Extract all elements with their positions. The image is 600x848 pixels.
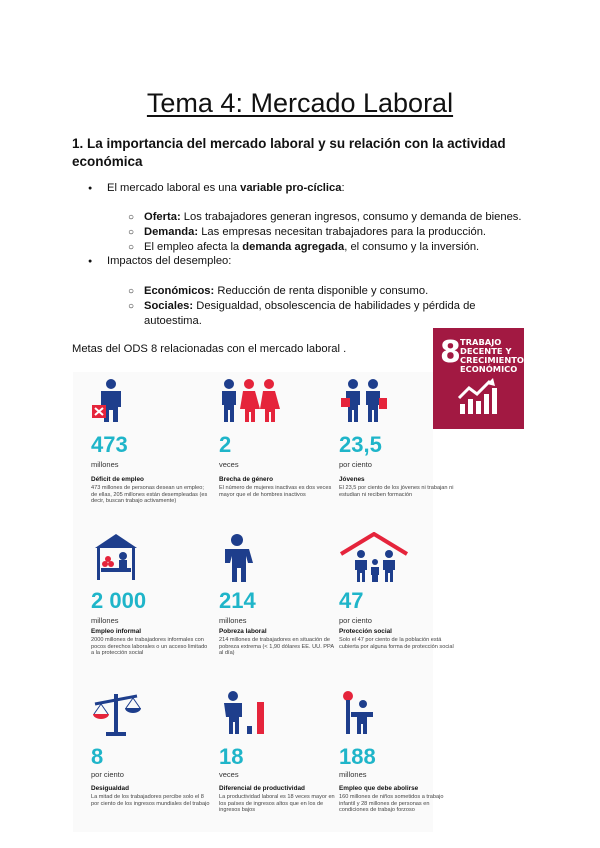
stat-description: 160 millones de niños sometidos a trabajo infantil y 28 millones de personas en condiciones de trabajo forzoso xyxy=(339,794,444,814)
sub-text: El empleo afecta la xyxy=(144,241,243,253)
stat-unit: millones xyxy=(91,616,119,625)
sub-text: , el consumo y la inversión. xyxy=(344,241,480,253)
stat-value: 47 xyxy=(339,588,364,613)
stat-value: 8 xyxy=(91,744,104,769)
sub-text: Las empresas necesitan trabajadores para la producción. xyxy=(198,226,487,238)
sub-bold: Demanda: xyxy=(144,226,199,238)
sub-bullet-sociales: ○ Sociales: Desigualdad, obsolescencia de habilidades y pérdida de xyxy=(128,300,476,312)
sdg-label: TRABAJO DECENTE Y CRECIMIENTO ECONÓMICO xyxy=(460,337,524,374)
balance-scale-icon xyxy=(91,690,141,736)
stat-description: La mitad de los trabajadores percibe solo el 8 por ciento de los ingresos mundiales del trabajo xyxy=(91,794,210,807)
stat-title: Brecha de género xyxy=(219,476,273,483)
stat-value: 2 000 xyxy=(91,588,147,613)
sub-bullet-empleo: ○ El empleo afecta la demanda agregada, el consumo y la inversión. xyxy=(128,241,480,253)
sdg8-badge xyxy=(433,328,524,429)
sub-bullet-oferta: ○ Oferta: Los trabajadores generan ingresos, consumo y demanda de bienes. xyxy=(128,211,522,223)
sub-bullet-economicos: ○ Económicos: Reducción de renta disponible y consumo. xyxy=(128,285,429,297)
stat-title: Pobreza laboral xyxy=(219,628,267,635)
stat-unit: millones xyxy=(91,460,119,469)
stat-description: 2000 millones de trabajadores informales con pocos derechos laborales o un acceso limitado a la protección social xyxy=(91,637,208,657)
productivity-icon xyxy=(219,690,269,736)
stat-title: Desigualdad xyxy=(91,785,129,792)
stat-unit: por ciento xyxy=(339,460,372,469)
bullet-procyclical xyxy=(92,182,345,194)
bullet-bold: variable pro-cíclica xyxy=(240,182,342,194)
metas-caption: Metas del ODS 8 relacionadas con el mercado laboral . xyxy=(72,343,347,355)
stat-unit: veces xyxy=(219,460,239,469)
stat-value: 2 xyxy=(219,432,232,457)
sdg-number: 8 xyxy=(440,335,461,370)
sub-text: Desigualdad, obsolescencia de habilidades y pérdida de xyxy=(193,300,476,312)
sub-text: Los trabajadores generan ingresos, consumo y demanda de bienes. xyxy=(180,211,522,223)
worker-x-icon xyxy=(91,378,131,424)
bullet-text: Impactos del desempleo: xyxy=(107,255,232,267)
stat-value: 23,5 xyxy=(339,432,382,457)
gender-group-icon xyxy=(219,378,289,424)
child-labour-icon xyxy=(339,690,379,736)
stat-title: Diferencial de productividad xyxy=(219,785,305,792)
poor-worker-icon xyxy=(219,532,259,584)
stat-unit: millones xyxy=(219,616,247,625)
sub-bold: Sociales: xyxy=(144,300,194,312)
bullet-text: El mercado laboral es una xyxy=(107,182,241,194)
sub-bullet-sociales-cont: autoestima. xyxy=(144,315,202,327)
stat-title: Empleo que debe abolirse xyxy=(339,785,419,792)
stat-unit: millones xyxy=(339,770,367,779)
stat-unit: veces xyxy=(219,770,239,779)
sub-bold: Oferta: xyxy=(144,211,181,223)
sub-bold: Económicos: xyxy=(144,285,215,297)
section-heading: 1. La importancia del mercado laboral y su relación con la actividad económica xyxy=(72,136,506,169)
sub-bullet-demanda: ○ Demanda: Las empresas necesitan trabajadores para la producción. xyxy=(128,226,487,238)
stat-title: Protección social xyxy=(339,628,392,635)
stat-unit: por ciento xyxy=(91,770,124,779)
stat-description: 473 millones de personas desean un empleo; de ellas, 205 millones están desempleadas (es decir, buscan trabajo activamente) xyxy=(91,485,208,505)
stat-value: 18 xyxy=(219,744,244,769)
bullet-colon: : xyxy=(341,182,345,194)
stat-title: Jóvenes xyxy=(339,476,365,483)
youth-icon xyxy=(339,378,389,424)
sub-text: Reducción de renta disponible y consumo. xyxy=(214,285,429,297)
stat-title: Déficit de empleo xyxy=(91,476,144,483)
family-roof-icon xyxy=(339,532,409,584)
stat-unit: por ciento xyxy=(339,616,372,625)
market-stall-icon xyxy=(91,532,141,584)
stat-title: Empleo informal xyxy=(91,628,142,635)
stat-description: Solo el 47 por ciento de la población está cubierta por alguna forma de protección social xyxy=(339,637,454,650)
growth-chart-icon xyxy=(457,378,499,414)
sub-bold: demanda agregada xyxy=(242,241,345,253)
stat-value: 473 xyxy=(91,432,128,457)
stat-description: El número de mujeres inactivas es dos veces mayor que el de hombres inactivos xyxy=(219,485,332,498)
page-title: Tema 4: Mercado Laboral xyxy=(146,88,454,118)
stat-value: 214 xyxy=(219,588,256,613)
stat-description: La productividad laboral es 18 veces mayor en los países de ingresos altos que en los de ingresos bajos xyxy=(219,794,335,814)
stat-value: 188 xyxy=(339,744,376,769)
stat-description: 214 millones de trabajadores en situación de pobreza extrema (< 1,90 dólares EE. UU. PPA al día) xyxy=(219,637,334,657)
stat-description: El 23,5 por ciento de los jóvenes ni trabajan ni estudian ni reciben formación xyxy=(339,485,454,498)
bullet-impactos xyxy=(92,255,231,267)
ods8-infographic xyxy=(73,372,454,832)
